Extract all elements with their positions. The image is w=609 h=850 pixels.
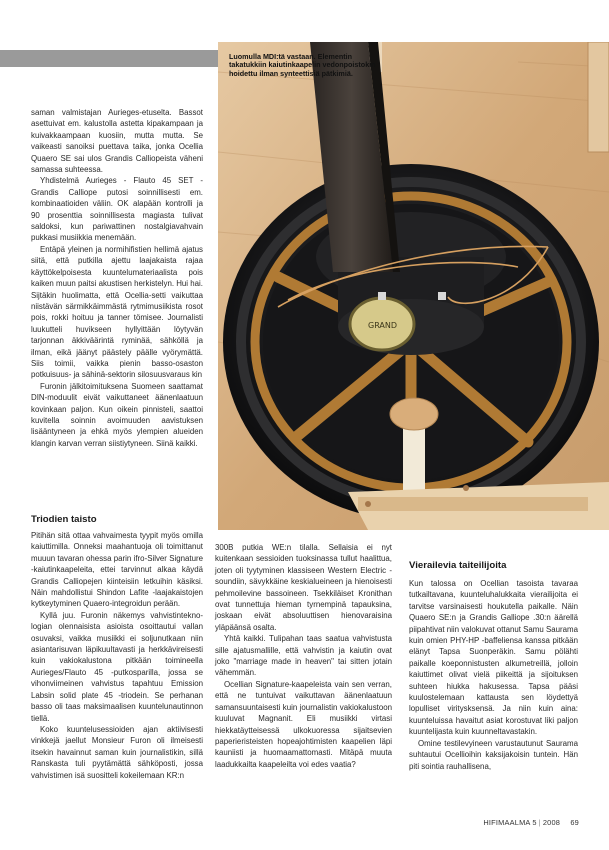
article-column-1 (31, 107, 203, 449)
paragraph: Omine testilevyineen varustautunut Saurama suhtautui Ocellioihin kaksijakoisin tuntein. Hän piti sointia rauhallisena, (409, 738, 578, 771)
issue-number: 5 (532, 818, 537, 827)
page-number: 69 (570, 818, 579, 827)
paragraph: saman valmistajan Aurieges-etuselta. Bassot asettuivat em. kalustolla astetta kipakampaan ja kuivakkaampaan kuosiin, mutta mutta. Se vaikeasti sanoiksi puettava taika, jonka Ocellia Quaero SE sai ulos Grandis Calliopeista väheni samassa suhteessa. (31, 108, 203, 175)
section-heading: Triodien taisto (31, 514, 97, 525)
photo-caption: Luomulla MDI:tä vastaan. Elementin takatukkiin kaiutinkaapelin vedonpoistokin hoidettu ilman synteettisiä pätkimiä. (229, 52, 376, 78)
paragraph: Furonin jälkitoimituksena Suomeen saattamat DIN-moduulit eivät vaikuttaneet äänenlaatuun kovinkaan paljon. Kun oikein pinnisteli, saattoi kuvitella soinnin avoimuuden aavistuksen lisääntyneen ja ehkä myös ylempien alueiden klangin karvan verran siistiytyneen. Siinä kaikki. (31, 381, 203, 448)
paragraph: Kun talossa on Ocellian tasoista tavaraa tutkailtavana, kuunteluhalukkaita vierailijoita ei tarvitse varsinaisesti houkutella paikalle. Näin Quaero SE:n ja Grandis Galliope .30:n äärellä piipahtivat niin valokuvat ottanut Samu Saurama kuin omien PHY-HP -baffeliensa kanssa pitkään elänyt Tapsa Suonperäkin. Samu pölähti paikalle koeponnistusten alkumetreillä, jolloin kaiuttimet olivat vielä piikeittä ja sijoituksen suhteen hiukka hakusessa. Tapsa pääsi kuulostelemaan kattausta sen löydettyä lopulliset viritysksensä. Ja niin kuin aina: kuunteluissa havaitut asiat korostuvat liki paljon kuuntelijasta kuin kuunneltavastakin. (409, 579, 578, 737)
section-heading: Vierailevia taiteilijoita (409, 560, 507, 571)
paragraph: Koko kuuntelusessioiden ajan aktiivisesti vinkkejä jaellut Monsieur Furon oli ilmeisesti itsekin havainnut saman kuin journalistikin, sillä Ranskasta tuli pyytämättä sähköposti, jossa vahvistimen isä suositteli kokeilemaan KR:n (31, 724, 203, 780)
article-section-triodien-taisto (31, 514, 203, 781)
paragraph: 300B putkia WE:n tilalla. Sellaisia ei nyt kuitenkaan sessioiden tuoksinassa tullut haalittua, joten oli tyytyminen klassiseen Western Electric -soundiin, sävykkäine keskialueineen ja hienoisesti pehmoilevine bassoineen. Tsekkiläiset Kronithan ovat tunnettuja hieman tyrnempinä tapauksina, joskaan eivät absoluuttisen hienovaraisina yläpäänsä osalta. (215, 543, 392, 632)
magazine-name: HIFIMAALMA (483, 818, 531, 827)
issue-year: 2008 (542, 818, 561, 827)
page-footer (483, 818, 579, 827)
paragraph: Yhdistelmä Aurieges - Flauto 45 SET - Grandis Calliope putosi soinnillisesti em. kombinaatioiden väliin. OK alapään kontrolli ja 90 prosenttia soinnillisesta magiasta tulivat saldoksi, kun pariwattinen nostalgiavahvain pukkasi musiikkia menemään. (31, 176, 203, 243)
footer-separator: | (538, 818, 541, 827)
driver-label-text: GRAND (368, 321, 398, 330)
header-band (0, 50, 218, 67)
article-column-2 (215, 542, 392, 770)
speaker-illustration (218, 42, 609, 530)
article-section-vierailevia-taiteilijoita (409, 560, 578, 772)
speaker-photo (218, 42, 609, 530)
paragraph: Pitihän sitä ottaa vahvaimesta tyypit myös omilla kaiuttimilla. Onneksi maahantuoja oli toimittanut muuun tavaran ohessa parin ifro-Silver Signature -kaiutinkaapeleita, ettei tarvinnut alkaa käydä Grandis Calliopejen kiinteisiin letkuihin käsiksi. Näin mahdollistui Shindon Lafite -laajakaistojen kytkeytyminen Quaero-integroidun perään. (31, 531, 203, 609)
paragraph: Entäpä yleinen ja normihifistien hellimä ajatus siitä, että putkilla ajettu laajakaista rajaa käyttökelpoisesta kuuntelumateriaalista pois kaiken muun paitsi akustisen herkistelyn. Hui hai. Sijtäkin huolimatta, että Ocellia-setti vaikuttaa niistävän särmikkäimmästä rytmimusiikista rosot pois, rokki hoituu ja tanner tömisee. Journalisti luukutteli huvikseen hyllyittään löytyvän tarjonnan äkkiväärintä ryminää, sähköllä ja ilman, eikä jäänyt päästely päälle vyörymättä. Siis toimii, vaikka pienin basso-osaston potkuisuus- ja sähinä-sektorin silosuusvaraus kin (31, 244, 203, 380)
paragraph: Ocellian Signature-kaapeleista vain sen verran, että ne tuntuivat vaikuttavan äänenlaatuun samansuuntaisesti kuin journalistin vakiokalustoon kuuluvat Magnanit. Eli musiikki virtasi hiekkatäytteisessä ulkokuoressa sijaitsevien paperieristeisten hopeajohtimisten kaapelien läpi kauniisti ja huomaamattomasti. Mitäpä muuta laadukkailta kaapeleilta voi edes vaatia? (215, 679, 392, 769)
paragraph: Yhtä kaikki. Tulipahan taas saatua vahvistusta sille ajatusmallille, että vahvistin ja kaiutin ovat joko "marriage made in heaven" tai sitten jotain vähemmän. (215, 634, 392, 678)
paragraph: Kyllä juu. Furonin näkemys vahvistinteknologian olennaisista asioista osoittautui vallan osuvaksi, vaikka musiikki ei soljunutkaan niin asiantarisuvan läpikuultavasti ja herkkävireisesti kuin vakiokalustona pitkään toimineella Aurieges/Flauto 45 -putkosparilla, jossa se vihonviimeinen vahvistus tapahtuu Emission Labsin solid plate 45 -triodein. Se perhanan basso oli taas maksimaalisen kuuntelunautinnon tiellä. (31, 610, 203, 723)
